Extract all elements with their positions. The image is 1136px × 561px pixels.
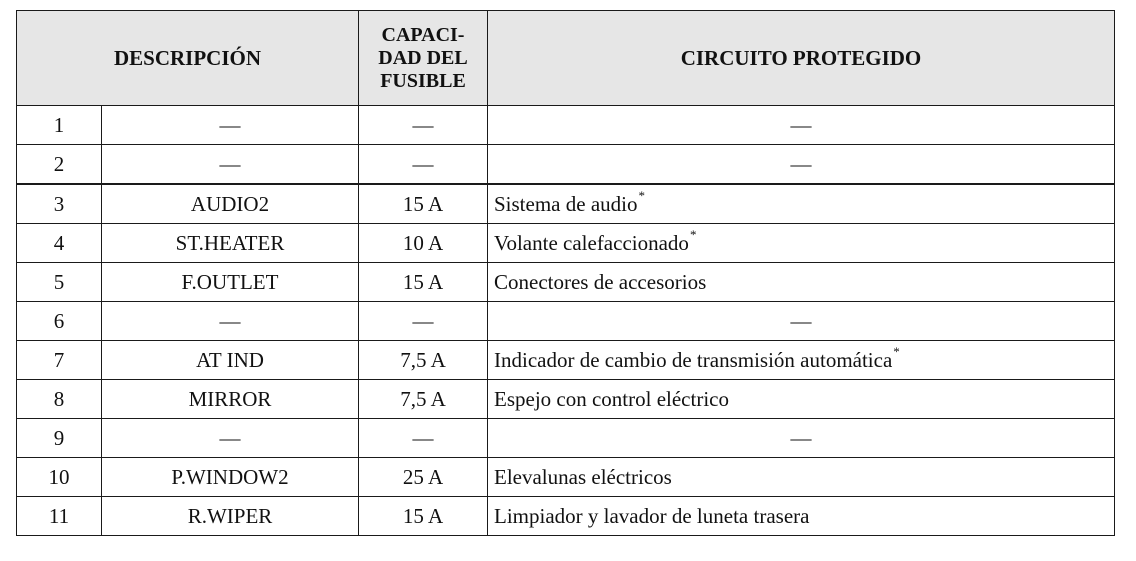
fuse-capacity: 7,5 A [359,341,488,380]
protected-circuit-text: — [790,308,812,333]
footnote-mark: * [689,226,697,242]
footnote-mark: * [638,187,645,203]
fuse-description: P.WINDOW2 [102,458,359,497]
fuse-description: AT IND [102,341,359,380]
table-row [17,497,1115,536]
table-row [17,184,1115,224]
fuse-table [16,10,1115,536]
fuse-description: MIRROR [102,380,359,419]
header-protected-circuit: CIRCUITO PROTEGIDO [488,11,1115,106]
fuse-number: 8 [17,380,102,419]
protected-circuit-text: Conectores de accesorios [494,269,707,294]
protected-circuit [488,341,1115,380]
footnote-mark: * [893,343,900,359]
protected-circuit-text: Volante calefaccionado [494,230,689,255]
fuse-description: R.WIPER [102,497,359,536]
fuse-description: — [102,145,359,185]
table-header [17,11,1115,106]
fuse-capacity: — [359,302,488,341]
table-row [17,302,1115,341]
fuse-capacity: 15 A [359,497,488,536]
header-capacity-line1: CAPACI- [381,23,465,46]
header-row [17,11,1115,106]
fuse-description: ST.HEATER [102,224,359,263]
fuse-capacity: — [359,419,488,458]
protected-circuit [488,458,1115,497]
fuse-number: 4 [17,224,102,263]
fuse-number: 7 [17,341,102,380]
fuse-capacity: — [359,145,488,185]
protected-circuit [488,224,1115,263]
table-row [17,419,1115,458]
protected-circuit-text: Espejo con control eléctrico [494,386,729,411]
protected-circuit-text: — [790,112,812,137]
fuse-capacity: 15 A [359,184,488,224]
fuse-description: — [102,302,359,341]
table-row [17,380,1115,419]
header-capacity-line3: FUSIBLE [380,69,466,92]
table-row [17,341,1115,380]
protected-circuit-text: Limpiador y lavador de luneta trasera [494,503,810,528]
fuse-number: 1 [17,106,102,145]
fuse-number: 11 [17,497,102,536]
table-row [17,263,1115,302]
fuse-capacity: 25 A [359,458,488,497]
fuse-description: — [102,419,359,458]
fuse-number: 5 [17,263,102,302]
header-capacity-line2: DAD DEL [378,46,468,69]
fuse-number: 6 [17,302,102,341]
protected-circuit-text: — [790,151,812,176]
table-row [17,145,1115,185]
protected-circuit-text: Sistema de audio [494,191,638,216]
fuse-capacity: 7,5 A [359,380,488,419]
fuse-capacity: 10 A [359,224,488,263]
fuse-number: 9 [17,419,102,458]
fuse-description: AUDIO2 [102,184,359,224]
protected-circuit [488,145,1115,185]
table-body [17,106,1115,536]
header-fuse-capacity [359,11,488,106]
fuse-number: 2 [17,145,102,185]
table-row [17,458,1115,497]
fuse-capacity: 15 A [359,263,488,302]
protected-circuit-text: Indicador de cambio de transmisión automática [494,347,893,372]
table-row [17,106,1115,145]
protected-circuit [488,302,1115,341]
protected-circuit [488,263,1115,302]
protected-circuit [488,497,1115,536]
protected-circuit-text: Elevalunas eléctricos [494,464,672,489]
header-description: DESCRIPCIÓN [17,11,359,106]
protected-circuit [488,184,1115,224]
fuse-number: 10 [17,458,102,497]
fuse-capacity: — [359,106,488,145]
fuse-number: 3 [17,184,102,224]
table-row [17,224,1115,263]
protected-circuit [488,380,1115,419]
fuse-description: F.OUTLET [102,263,359,302]
protected-circuit [488,419,1115,458]
fuse-description: — [102,106,359,145]
protected-circuit [488,106,1115,145]
protected-circuit-text: — [790,425,812,450]
